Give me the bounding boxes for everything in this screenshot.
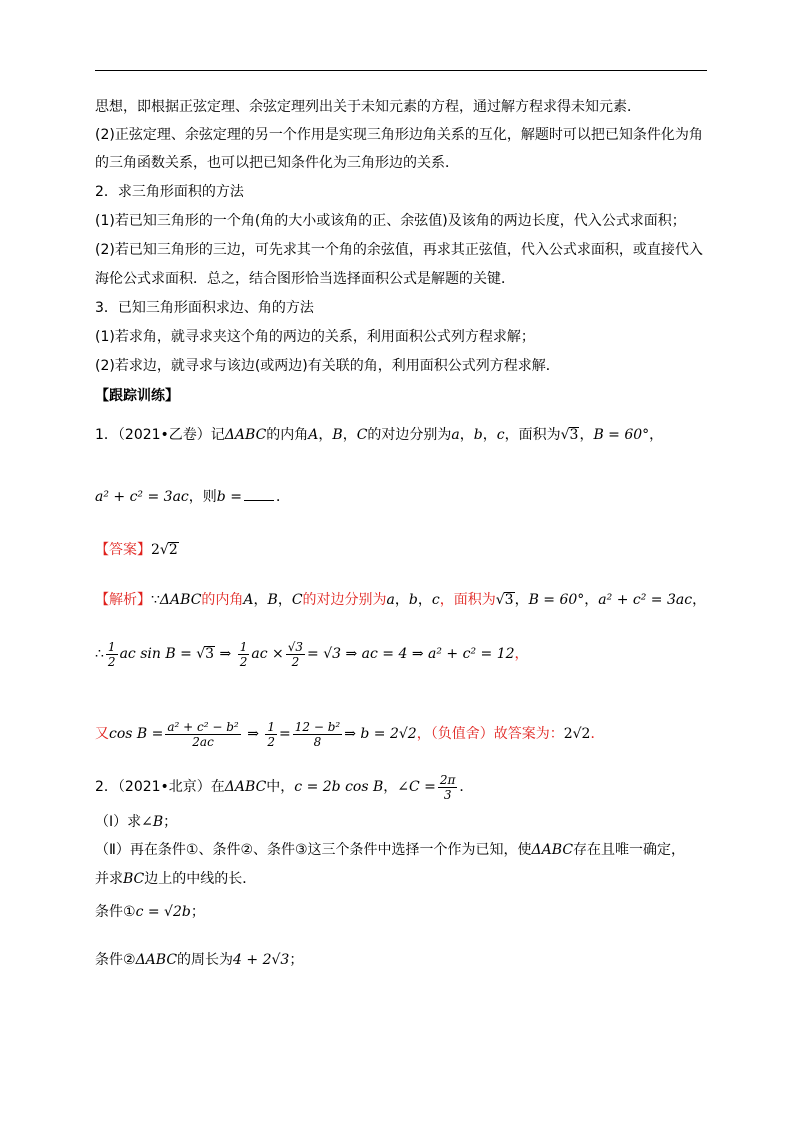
two-pi-over-three [438,773,458,802]
analysis-angle-eq: B = 60° [528,592,585,608]
q1-analysis-line-3: 又cos B = $\frac{\text{a² + c² − b²}}{2ac}$ ⇒ $\frac{1}{2}$ = $\frac{\text{12 − b²}}{8}$ ⇒ b = 2√2，（负值舍）故答案为：2√2． [95,719,605,749]
cos-num: a² + c² − b² [167,719,239,734]
half-num: 1 [107,639,116,654]
analysis-text-1: 的内角 [201,592,244,608]
part-1-label: （Ⅰ）求 [95,814,142,830]
cos-den: 2ac [192,734,214,749]
implies-arrow: ⇒ [219,646,232,662]
cos-b-label: cos B = [109,726,164,742]
q2-prefix: 2．（2021•北京）在 [95,779,225,795]
sqrt3-den: 2 [291,654,300,669]
cos-law-fraction [165,720,240,749]
cos-value-fraction [293,720,342,749]
analysis-text-2: 的对边分别为 [302,592,387,608]
condition-2-text: 的周长为 [177,952,234,968]
q2-text-1: 中， [266,779,295,795]
analysis-text-3: ，面积为 [439,592,496,608]
half-den: 2 [239,654,248,669]
part-1-angle: ∠B [141,814,164,830]
part-2-text-4: 边上的中线的长． [144,871,257,887]
half-den: 2 [267,734,276,749]
condition-2-perimeter: 4 + 2√3 [233,952,290,968]
analysis-var-C: C [291,592,303,608]
sqrt3-over-2 [286,640,305,669]
analysis-comma: ， [277,592,292,608]
part-1-end: ； [163,814,178,830]
therefore-symbol: ∴ [95,646,104,662]
q2-part-2-line-2 [95,869,256,889]
half-num: 1 [267,719,276,734]
implies-arrow: ⇒ [247,726,259,742]
area-step: ac × [251,646,284,662]
q2-condition-2 [95,950,303,970]
q1-var-B: B [332,427,343,443]
q1-ask: b = [216,489,242,505]
section-2-p1: (1)若已知三角形的一个角(角的大小或该角的正、余弦值)及该角的两边长度，代入公式求面积； [95,213,686,229]
analysis-var-B: B [267,592,278,608]
b-result: ⇒ b = 2√2 [344,726,417,742]
q1-period: ． [275,489,290,505]
you-text: 又 [95,726,109,742]
condition-2-label: 条件② [95,952,136,968]
condition-1-eq: c = √2b [135,904,191,920]
section-2-p2a: (2)若已知三角形的三边，可先求其一个角的余弦值，再求其正弦值，代入公式求面积，或直接代入 [95,242,703,258]
q2-dot: ． [459,779,474,795]
sqrt-sign: √ [196,646,206,662]
intro-line-3: 的三角函数关系，也可以把已知条件化为三角形边的关系． [95,155,459,171]
analysis-comma: ， [417,592,432,608]
analysis-var-b: b [408,592,418,608]
q1-comma: ， [342,427,357,443]
answer-blank [244,500,274,501]
q1-sqrt3: 3 [569,427,579,443]
sqrt-sign: √ [560,427,570,443]
half-fraction-2 [238,640,250,669]
part-2-side: BC [123,871,145,887]
q1-var-C: C [356,427,368,443]
analysis-triangle: ΔABC [159,592,202,608]
analysis-sqrt3: 3 [504,592,514,608]
q1-text-1: 的内角 [266,427,309,443]
analysis-label: 【解析】 [95,592,151,608]
section-3-p2: (2)若求边，就寻求与该边(或两边)有关联的角，利用面积公式列方程求解． [95,358,560,374]
q1-text-3: ，面积为 [504,427,561,443]
area-formula: ac sin B = [119,646,197,662]
intro-line-1: 思想，即根据正弦定理、余弦定理列出关于未知元素的方程，通过解方程求得未知元素． [95,99,641,115]
area-sqrt3: 3 [205,646,215,662]
q2-triangle: ΔABC [224,779,267,795]
analysis-var-A: A [243,592,254,608]
q1-comma: ， [482,427,497,443]
analysis-var-c: c [431,592,440,608]
q2-part-2 [95,840,685,860]
angle-den: 3 [443,787,452,802]
header-rule [95,70,707,71]
sqrt-sign: √ [495,592,505,608]
red-comma: ， [514,646,529,662]
q1-triangle: ΔABC [224,427,267,443]
analysis-comma: ， [514,592,529,608]
q2-condition-1 [95,902,205,922]
q2-part-1 [95,812,177,832]
cos-value-den: 8 [313,734,322,749]
part-2-triangle: ΔABC [531,842,574,858]
q1-prefix: 1．（2021•乙卷）记 [95,427,225,443]
q2-comma: ， [383,779,398,795]
final-answer: 2√2 [563,726,591,742]
condition-1-end: ； [190,904,205,920]
half-den: 2 [107,654,116,669]
half-fraction [106,640,118,669]
part-2-text-2: 存在且唯一确定， [573,842,686,858]
section-3-heading: 3．已知三角形面积求边、角的方法 [95,300,314,316]
q1-statement [95,425,663,445]
q1-answer [95,540,179,560]
q1-comma: ， [318,427,333,443]
training-title: 【跟踪训练】 [95,388,179,404]
area-result: = √3 ⇒ ac = 4 ⇒ a² + c² = 12 [307,646,515,662]
section-2-heading: 2．求三角形面积的方法 [95,184,244,200]
section-2-p2b: 海伦公式求面积．总之，结合图形恰当选择面积公式是解题的关键． [95,271,515,287]
q1-analysis-line-2 [95,636,529,672]
analysis-var-a: a [386,592,395,608]
answer-radicand: 2 [168,542,178,558]
q1-angle-eq: B = 60° [593,427,650,443]
because-symbol: ∵ [151,592,160,608]
condition-1-label: 条件① [95,904,136,920]
analysis-comma: ， [692,592,707,608]
analysis-comma: ， [394,592,409,608]
q1-comma: ， [459,427,474,443]
answer-label: 【答案】 [95,542,151,558]
analysis-comma: ， [584,592,599,608]
q1-text-2: 的对边分别为 [367,427,452,443]
negative-note: ，（负值舍）故答案为： [416,726,564,742]
sqrt3-num: √3 [287,639,304,654]
half-num: 1 [239,639,248,654]
analysis-condition-eq: a² + c² = 3ac [598,592,693,608]
q1-comma: ， [579,427,594,443]
analysis-comma: ， [253,592,268,608]
answer-coef: 2 [151,542,160,558]
intro-line-2: (2)正弦定理、余弦定理的另一个作用是实现三角形边角关系的互化，解题时可以把已知条件化为角 [95,127,703,143]
section-3-p1: (1)若求角，就寻求夹这个角的两边的关系，利用面积公式列方程求解； [95,329,535,345]
q1-var-A: A [308,427,319,443]
q1-then: ，则 [188,489,217,505]
q1-var-c: c [496,427,505,443]
q1-analysis-line-1 [95,590,706,610]
condition-2-triangle: ΔABC [135,952,178,968]
q1-comma: ， [649,427,664,443]
part-2-text-3: 并求 [95,871,123,887]
final-dot: ． [590,726,605,742]
condition-2-end: ； [289,952,304,968]
q1-condition-eq: a² + c² = 3ac [95,489,189,505]
cos-value-num: 12 − b² [294,719,341,734]
q1-var-b: b [473,427,483,443]
angle-num: 2π [439,772,456,787]
sqrt-sign: √ [159,542,169,558]
q1-statement-line-2 [95,487,290,507]
q1-var-a: a [451,427,460,443]
part-2-text: （Ⅱ）再在条件①、条件②、条件③这三个条件中选择一个作为已知，使 [95,842,532,858]
q2-angle-c: ∠C = [397,779,436,795]
q2-equation: c = 2b cos B [294,779,384,795]
q2-statement [95,770,473,804]
half-fraction-3 [265,720,277,749]
